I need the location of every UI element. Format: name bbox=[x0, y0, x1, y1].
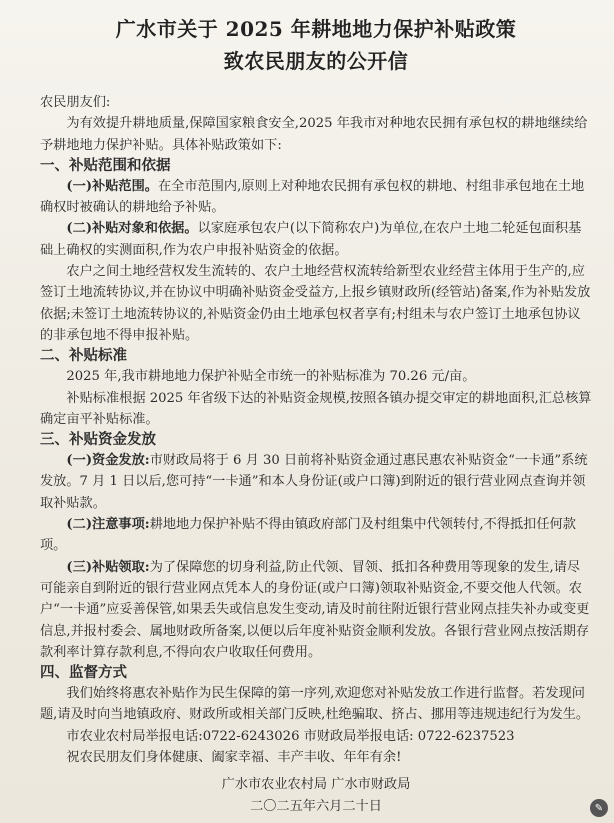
section-3-label-1: (一)资金发放: bbox=[66, 453, 150, 469]
letter-title-line1: 广水市关于 2025 年耕地地力保护补贴政策 bbox=[115, 17, 517, 41]
report-phone-line: 市农业农村局举报电话:0722-6243026 市财政局举报电话: 0722-6237523 bbox=[66, 728, 515, 744]
section-3-heading: 三、补贴资金发放 bbox=[40, 431, 156, 449]
section-3-paragraph-2 bbox=[40, 514, 592, 557]
section-3-paragraph-1 bbox=[40, 450, 592, 514]
section-1-heading: 一、补贴范围和依据 bbox=[40, 156, 171, 174]
closing-wishes: 祝农民朋友们身体健康、阖家幸福、丰产丰收、年年有余! bbox=[66, 750, 402, 766]
section-3-text-1: 市财政局将于 6 月 30 日前将补贴资金通过惠民惠农补贴资金“一卡通”系统发放。7 月 1 日以后,您可持“一卡通”和本人身份证(或户口簿)到附近的银行营业网点查询并领取补贴款。 bbox=[40, 453, 588, 511]
section-1-label-1: (一)补贴范围。 bbox=[66, 178, 158, 194]
section-3-label-2: (二)注意事项: bbox=[66, 517, 150, 533]
section-3-label-3: (三)补贴领取: bbox=[66, 559, 150, 575]
signature-block bbox=[40, 774, 592, 818]
section-3-text-2: 耕地地力保护补贴不得由镇政府部门及村组集中代领转付,不得抵扣任何款项。 bbox=[40, 517, 576, 554]
section-1-paragraph-1 bbox=[40, 176, 592, 219]
section-4-heading: 四、监督方式 bbox=[40, 664, 127, 682]
section-2-paragraph-1: 2025 年,我市耕地地力保护补贴全市统一的补贴标准为 70.26 元/亩。 bbox=[66, 369, 476, 385]
intro-paragraph: 为有效提升耕地质量,保障国家粮食安全,2025 年我市对种地农民拥有承包权的耕地继续给予耕地地力保护补贴。具体补贴政策如下: bbox=[40, 116, 588, 153]
edit-pen-icon[interactable]: ✎ bbox=[590, 799, 608, 817]
section-1-paragraph-3: 农户之间土地经营权发生流转的、农户土地经营权流转给新型农业经营主体用于生产的,应签订土地流转协议,并在协议中明确补贴资金受益方,上报乡镇财政所(经管站)备案,作为补贴发放依据;未签订土地流转协议的,补贴资金仍由土地承包权者享有;村组未与农户签订土地承包协议的非承包地不得申报补贴。 bbox=[40, 264, 591, 343]
letter-body bbox=[40, 92, 592, 768]
greeting: 农民朋友们: bbox=[40, 95, 111, 110]
section-4-paragraph-1: 我们始终将惠农补贴作为民生保障的第一序列,欢迎您对补贴发放工作进行监督。若发现问题,请及时向当地镇政府、财政所或相关部门反映,杜绝骗取、挤占、挪用等违规违纪行为发生。 bbox=[40, 686, 590, 723]
section-1-text-1: 在全市范围内,原则上对种地农民拥有承包权的耕地、村组非承包地在土地确权时被确认的耕地给予补贴。 bbox=[40, 178, 585, 216]
section-1-label-2: (二)补贴对象和依据。 bbox=[66, 221, 198, 237]
letter-date: 二〇二五年六月二十日 bbox=[250, 799, 382, 815]
letter-title-line2: 致农民朋友的公开信 bbox=[223, 49, 409, 73]
section-2-heading: 二、补贴标准 bbox=[40, 347, 127, 365]
signers: 广水市农业农村局 广水市财政局 bbox=[221, 777, 411, 793]
section-3-paragraph-3 bbox=[40, 557, 592, 663]
section-3-text-3: 为了保障您的切身利益,防止代领、冒领、抵扣各种费用等现象的发生,请尽可能亲自到附近的银行营业网点凭本人的身份证(或户口簿)领取补贴资金,不要交他人代领。农户“一卡通”应妥善保管,如果丢失或信息发生变动,请及时前往附近银行营业网点挂失补办或变更信息,并报村委会、属地财政所备案,以便以后年度补贴资金顺利发放。各银行营业网点按活期存款利率计算存款利息,不得向农户收取任何费用。 bbox=[40, 559, 590, 660]
section-2-paragraph-2: 补贴标准根据 2025 年省级下达的补贴资金规模,按照各镇办提交审定的耕地面积,汇总核算确定亩平补贴标准。 bbox=[40, 390, 592, 427]
section-1-paragraph-2 bbox=[40, 218, 592, 261]
section-1-text-2: 以家庭承包农户(以下简称农户)为单位,在农户土地二轮延包面积基础上确权的实测面积,作为农户申报补贴资金的依据。 bbox=[40, 221, 582, 258]
